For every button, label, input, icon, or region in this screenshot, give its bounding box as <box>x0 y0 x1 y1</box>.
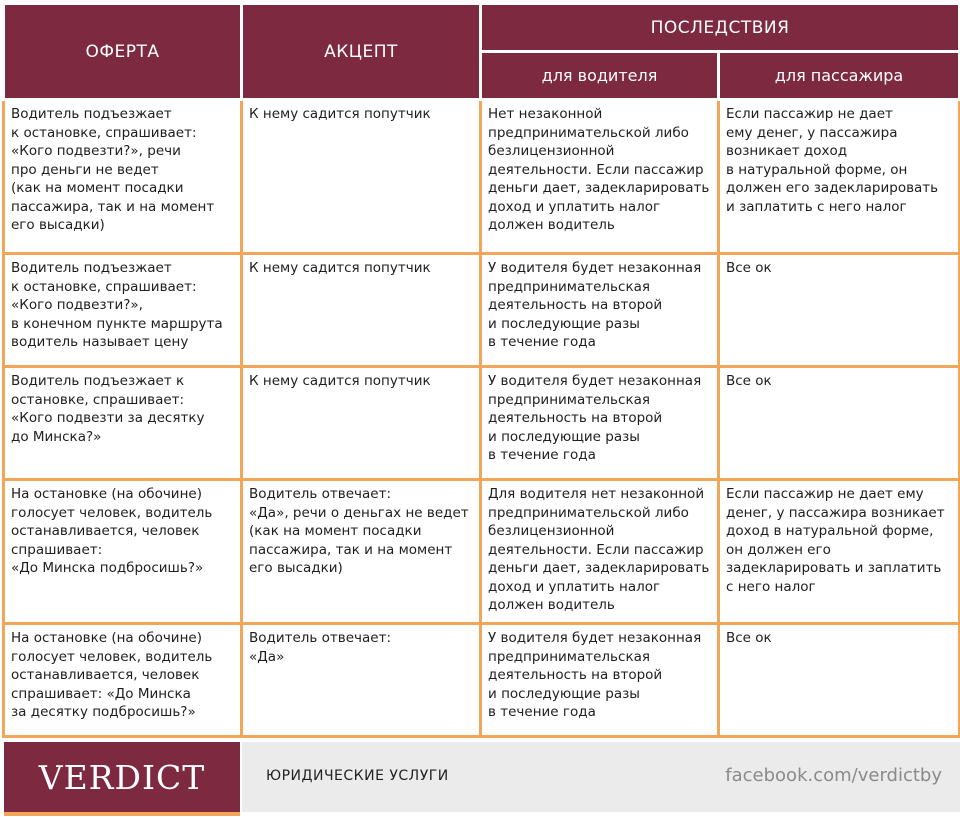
header-acceptance: АКЦЕПТ <box>242 4 481 100</box>
table-row <box>4 100 960 254</box>
acceptance-cell: Водитель отвечает: «Да» <box>242 624 481 737</box>
passenger-consequence-cell: Все ок <box>719 254 960 367</box>
offer-cell: Водитель подъезжает к остановке, спрашивает: «Кого подвезти?», в конечном пункте маршрута водитель называет цену <box>4 254 242 367</box>
passenger-consequence-cell: Если пассажир не дает ему денег, у пассажира возникает доход в натуральной форме, он должен его задекларировать и заплатить с него налог <box>719 480 960 624</box>
consequences-table <box>2 2 960 738</box>
company-tagline: ЮРИДИЧЕСКИЕ УСЛУГИ <box>266 768 449 784</box>
acceptance-cell: К нему садится попутчик <box>242 367 481 480</box>
acceptance-cell: Водитель отвечает: «Да», речи о деньгах не ведет (как на момент посадки пассажира, так и на момент его высадки) <box>242 480 481 624</box>
facebook-link[interactable]: facebook.com/verdictby <box>725 765 942 786</box>
driver-consequence-cell: У водителя будет незаконная предпринимательская деятельность на второй и последующие разы в течение года <box>481 254 719 367</box>
header-for-passenger: для пассажира <box>719 52 960 100</box>
footer-info-strip <box>242 742 960 812</box>
acceptance-cell: К нему садится попутчик <box>242 100 481 254</box>
offer-cell: Водитель подъезжает к остановке, спрашивает: «Кого подвезти?», речи про деньги не ведет (как на момент посадки пассажира, так и на момент его высадки) <box>4 100 242 254</box>
acceptance-cell: К нему садится попутчик <box>242 254 481 367</box>
driver-consequence-cell: Нет незаконной предпринимательской либо безлицензионной деятельности. Если пассажир деньги дает, задекларировать доход и уплатить налог должен водитель <box>481 100 719 254</box>
offer-cell: На остановке (на обочине) голосует человек, водитель останавливается, человек спрашивает: «До Минска подбросишь?» <box>4 480 242 624</box>
logo-underline <box>4 812 240 816</box>
table-row <box>4 254 960 367</box>
table-row <box>4 624 960 737</box>
header-consequences: ПОСЛЕДСТВИЯ <box>481 4 960 52</box>
table-row <box>4 367 960 480</box>
offer-cell: Водитель подъезжает к остановке, спрашивает: «Кого подвезти за десятку до Минска?» <box>4 367 242 480</box>
driver-consequence-cell: У водителя будет незаконная предпринимательская деятельность на второй и последующие разы в течение года <box>481 367 719 480</box>
logo-text: VERDICT <box>38 757 206 797</box>
passenger-consequence-cell: Если пассажир не дает ему денег, у пассажира возникает доход в натуральной форме, он должен его задекларировать и заплатить с него налог <box>719 100 960 254</box>
offer-cell: На остановке (на обочине) голосует человек, водитель останавливается, человек спрашивает: «До Минска за десятку подбросишь?» <box>4 624 242 737</box>
verdict-logo <box>4 742 240 812</box>
passenger-consequence-cell: Все ок <box>719 624 960 737</box>
table-row <box>4 480 960 624</box>
passenger-consequence-cell: Все ок <box>719 367 960 480</box>
header-for-driver: для водителя <box>481 52 719 100</box>
driver-consequence-cell: Для водителя нет незаконной предпринимательской либо безлицензионной деятельности. Если пассажир деньги дает, задекларировать доход и уплатить налог должен водитель <box>481 480 719 624</box>
driver-consequence-cell: У водителя будет незаконная предпринимательская деятельность на второй и последующие разы в течение года <box>481 624 719 737</box>
header-offer: ОФЕРТА <box>4 4 242 100</box>
footer-bar <box>0 742 960 817</box>
